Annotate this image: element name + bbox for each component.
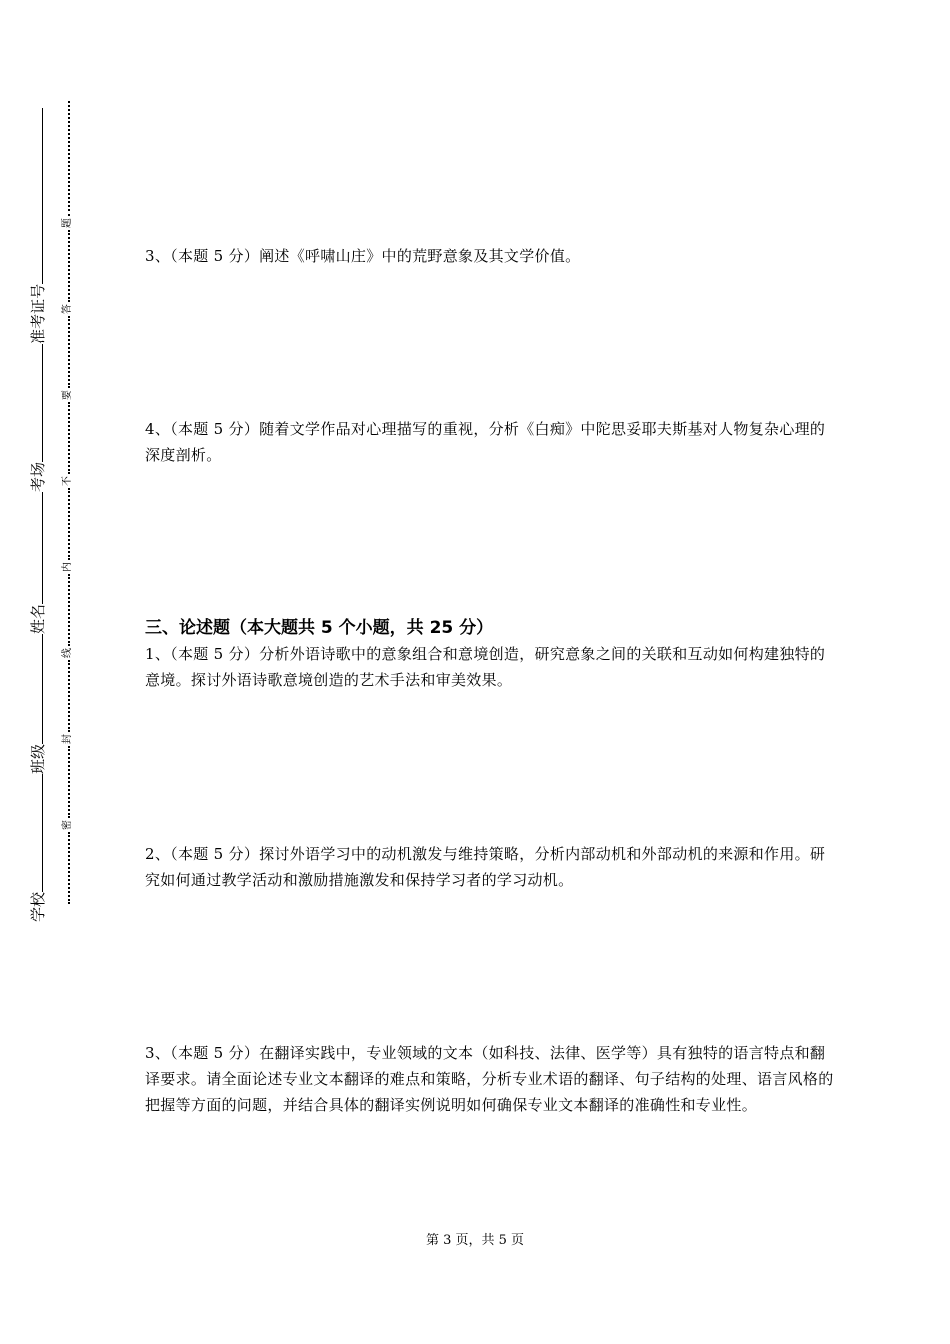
class-blank-line [41, 634, 43, 744]
exam-id-blank-line [41, 108, 43, 284]
school-field [30, 774, 46, 922]
seal-char: 线 [62, 648, 73, 659]
binding-info-strip [22, 82, 46, 922]
exam-room-blank-line [41, 344, 43, 462]
school-blank-line [41, 774, 43, 892]
page-footer: 第 3 页，共 5 页 [425, 1233, 525, 1248]
seal-dots [68, 230, 70, 302]
seal-char: 要 [62, 390, 73, 401]
seal-char: 密 [62, 820, 73, 831]
school-label: 学校 [29, 891, 47, 922]
section-3-title: 三、论述题（本大题共 5 个小题，共 25 分） [145, 618, 494, 638]
seal-dots [68, 660, 70, 732]
seal-char: 内 [62, 562, 73, 573]
question-3-1: 1、（本题 5 分）分析外语诗歌中的意象组合和意境创造，研究意象之间的关联和互动如何构建独特的意境。探讨外语诗歌意境创造的艺术手法和审美效果。 [145, 645, 826, 689]
seal-dots [68, 402, 70, 474]
seal-char: 题 [62, 218, 73, 229]
exam-id-field [30, 108, 46, 344]
seal-line [60, 100, 76, 905]
seal-char: 答 [62, 304, 73, 315]
question-2-4: 4、（本题 5 分）随着文学作品对心理描写的重视，分析《白痴》中陀思妥耶夫斯基对人物复杂心理的深度剖析。 [145, 420, 826, 464]
question-3-2: 2、（本题 5 分）探讨外语学习中的动机激发与维持策略，分析内部动机和外部动机的来源和作用。研究如何通过教学活动和激励措施激发和保持学习者的学习动机。 [145, 845, 826, 889]
exam-room-label: 考场 [29, 461, 47, 492]
question-2-3: 3、（本题 5 分）阐述《呼啸山庄》中的荒野意象及其文学价值。 [145, 247, 581, 265]
seal-char: 封 [62, 734, 73, 745]
question-3-3: 3、（本题 5 分）在翻译实践中，专业领域的文本（如科技、法律、医学等）具有独特的语言特点和翻译要求。请全面论述专业文本翻译的难点和策略，分析专业术语的翻译、句子结构的处理、语言风格的把握等方面的问题，并结合具体的翻译实例说明如何确保专业文本翻译的准确性和专业性。 [145, 1044, 834, 1114]
name-blank-line [41, 492, 43, 604]
class-label: 班级 [29, 743, 47, 774]
seal-dots [68, 832, 70, 904]
exam-room-field [30, 344, 46, 492]
class-field [30, 634, 46, 774]
seal-dots [68, 488, 70, 560]
seal-dots [68, 316, 70, 388]
seal-dots [68, 101, 70, 216]
name-field [30, 492, 46, 634]
seal-dots [68, 746, 70, 818]
seal-char: 不 [62, 476, 73, 487]
seal-dots [68, 574, 70, 646]
exam-id-label: 准考证号 [29, 283, 47, 344]
name-label: 姓名 [29, 603, 47, 634]
